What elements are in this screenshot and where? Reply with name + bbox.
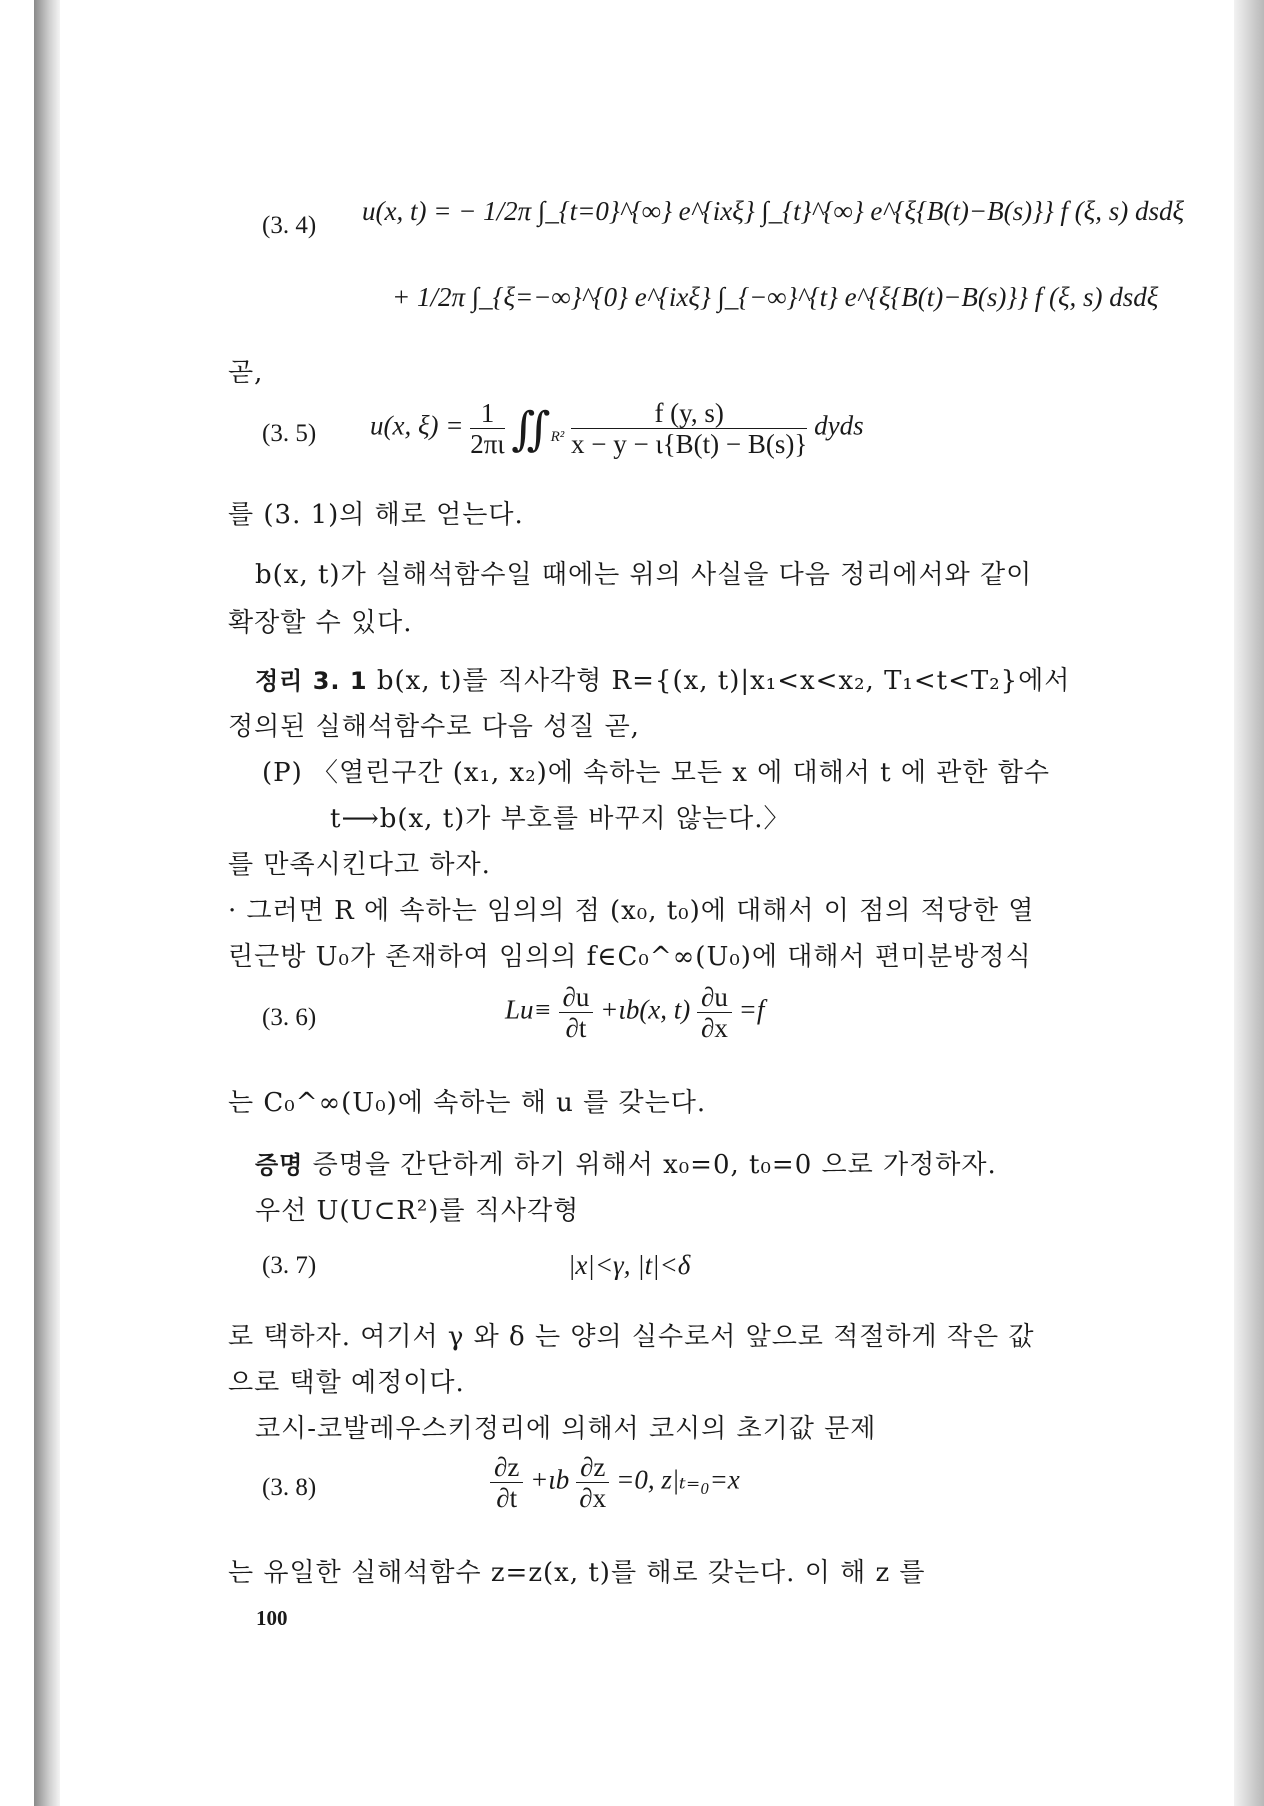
proof-line-1-text: 증명을 간단하게 하기 위해서 x₀=0, t₀=0 으로 가정하자. xyxy=(312,1150,997,1180)
eq38-partial-x xyxy=(576,1452,609,1513)
paragraph-2-line-2: 확장할 수 있다. xyxy=(228,608,413,638)
eq38-mid: +ιb xyxy=(530,1464,570,1495)
equation-3-4-row2 xyxy=(392,282,1158,313)
eq38-rhs: =0, z|ₜ₌₀=x xyxy=(616,1464,740,1495)
eq34-row1-text: u(x, t) = − 1/2π ∫_{t=0}^{∞} e^{ixξ} ∫_{t}^{∞} e^{ξ{B(t)−B(s)}} f (ξ, s) dsdξ xyxy=(362,196,1185,226)
text-gon: 곧, xyxy=(228,358,264,388)
theorem-3-1-line-3: 를 만족시킨다고 하자. xyxy=(228,850,491,880)
eq38-partial-t xyxy=(490,1452,523,1513)
proof-keyword: 증명 xyxy=(255,1151,304,1179)
equation-3-8 xyxy=(490,1452,740,1513)
paragraph-3: 는 C₀^∞(U₀)에 속하는 해 u 를 갖는다. xyxy=(228,1088,707,1118)
eq36-d1: ∂t xyxy=(565,1013,587,1043)
eq36-n2: ∂u xyxy=(697,982,732,1013)
eq36-partial-x xyxy=(697,982,732,1043)
eq38-d1: ∂t xyxy=(496,1483,518,1513)
eq35-int-domain: R² xyxy=(550,429,565,446)
theorem-keyword: 정리 3. 1 xyxy=(255,667,368,695)
theorem-3-1-line-2: 정의된 실해석함수로 다음 성질 곧, xyxy=(228,712,640,742)
eq35-lhs: u(x, ξ) = xyxy=(370,410,464,441)
theorem-3-1-line-1 xyxy=(255,660,1070,697)
paragraph-4-line-1: 로 택하자. 여기서 γ 와 δ 는 양의 실수로서 앞으로 적절하게 작은 값 xyxy=(228,1322,1035,1352)
eq36-partial-t xyxy=(559,982,594,1043)
eq36-lhs: Lu≡ xyxy=(505,994,552,1025)
equation-label-3-4: (3. 4) xyxy=(262,212,317,239)
page-edge-right xyxy=(1234,0,1264,1806)
double-integral-sign: ∬ xyxy=(511,401,551,456)
equation-3-7: |x|<γ, |t|<δ xyxy=(568,1250,691,1280)
eq35-tail: dyds xyxy=(814,410,864,441)
eq34-row2-text: + 1/2π ∫_{ξ=−∞}^{0} e^{ixξ} ∫_{−∞}^{t} e^{ξ{B(t)−B(s)}} f (ξ, s) dsdξ xyxy=(392,282,1159,312)
eq35-coef-num: 1 xyxy=(470,398,504,429)
equation-label-3-5: (3. 5) xyxy=(262,420,317,447)
paragraph-5: 코시-코발레우스키정리에 의해서 코시의 초기값 문제 xyxy=(255,1414,877,1444)
page-edge-left xyxy=(34,0,60,1806)
eq36-mid: +ιb(x, t) xyxy=(600,994,691,1025)
equation-label-3-7: (3. 7) xyxy=(262,1252,317,1279)
theorem-3-1-line-5: 린근방 U₀가 존재하여 임의의 f∈C₀^∞(U₀)에 대해서 편미분방정식 xyxy=(228,942,1032,972)
eq35-den: x − y − ι{B(t) − B(s)} xyxy=(571,429,808,459)
eq35-coefficient xyxy=(470,398,504,459)
proof-line-1 xyxy=(255,1144,997,1181)
eq35-coef-den: 2πι xyxy=(470,429,505,459)
eq38-n1: ∂z xyxy=(490,1452,523,1483)
equation-label-3-6: (3. 6) xyxy=(262,1004,317,1031)
equation-label-3-8: (3. 8) xyxy=(262,1474,317,1501)
eq38-n2: ∂z xyxy=(576,1452,609,1483)
eq36-rhs: =f xyxy=(738,994,765,1025)
eq36-d2: ∂x xyxy=(701,1013,728,1043)
equation-3-6 xyxy=(505,982,764,1043)
eq35-num: f (y, s) xyxy=(571,398,807,429)
property-p-line-1: (P) 〈열린구간 (x₁, x₂)에 속하는 모든 x 에 대해서 t 에 관한 함수 xyxy=(262,758,1050,788)
property-p-line-2: t⟶b(x, t)가 부호를 바꾸지 않는다.〉 xyxy=(330,804,791,834)
paragraph-2-line-1: b(x, t)가 실해석함수일 때에는 위의 사실을 다음 정리에서와 같이 xyxy=(255,560,1033,590)
page-number: 100 xyxy=(256,1606,288,1630)
paragraph-4-line-2: 으로 택할 예정이다. xyxy=(228,1368,465,1398)
paragraph-6: 는 유일한 실해석함수 z=z(x, t)를 해로 갖는다. 이 해 z 를 xyxy=(228,1558,926,1588)
theorem-line-1-text: b(x, t)를 직사각형 R={(x, t)|x₁<x<x₂, T₁<t<T₂}에서 xyxy=(376,666,1071,696)
proof-line-2: 우선 U(U⊂R²)를 직사각형 xyxy=(255,1196,580,1226)
eq38-d2: ∂x xyxy=(579,1483,607,1513)
eq35-integrand xyxy=(571,398,807,459)
equation-3-5 xyxy=(370,398,864,459)
theorem-3-1-line-4: · 그러면 R 에 속하는 임의의 점 (x₀, t₀)에 대해서 이 점의 적당한 열 xyxy=(228,896,1035,926)
paragraph-1: 를 (3. 1)의 해로 얻는다. xyxy=(228,500,524,530)
equation-3-4-row1 xyxy=(362,196,1184,227)
eq36-n1: ∂u xyxy=(559,982,594,1013)
